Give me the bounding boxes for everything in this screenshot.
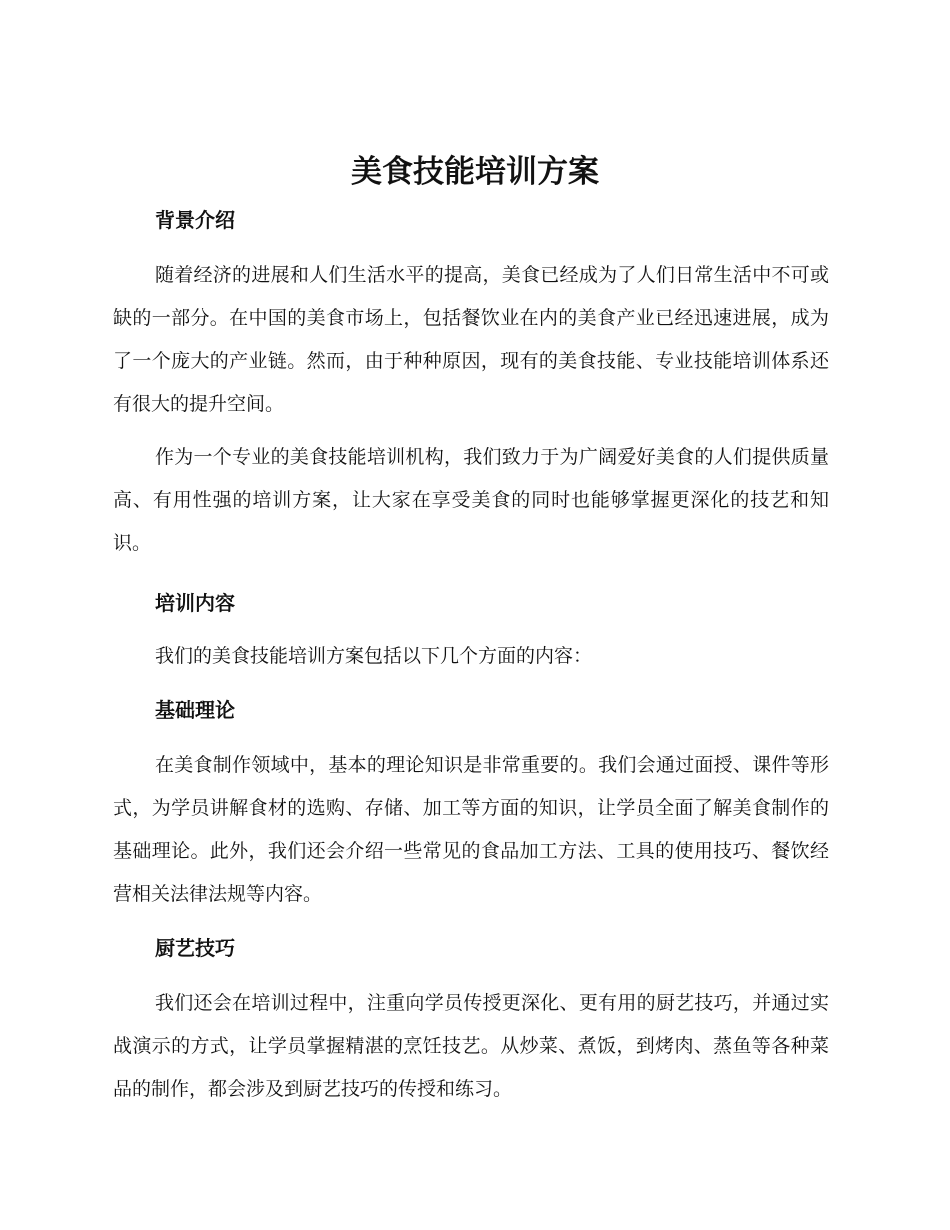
document-body (113, 200, 829, 1111)
paragraph-background-1: 随着经济的进展和人们生活水平的提高，美食已经成为了人们日常生活中不可或缺的一部分。在中国的美食市场上，包括餐饮业在内的美食产业已经迅速进展，成为了一个庞大的产业链。然而，由于种种原因，现有的美食技能、专业技能培训体系还有很大的提升空间。 (113, 264, 829, 415)
section-heading-basic-theory: 基础理论 (155, 698, 235, 722)
section-heading-cooking-skills: 厨艺技巧 (155, 936, 235, 960)
paragraph-training-content-intro: 我们的美食技能培训方案包括以下几个方面的内容： (155, 645, 593, 667)
document-title: 美食技能培训方案 (351, 154, 599, 190)
paragraph-basic-theory: 在美食制作领域中，基本的理论知识是非常重要的。我们会通过面授、课件等形式，为学员讲解食材的选购、存储、加工等方面的知识，让学员全面了解美食制作的基础理论。此外，我们还会介绍一些常见的食品加工方法、工具的使用技巧、餐饮经营相关法律法规等内容。 (113, 754, 829, 905)
section-heading-background: 背景介绍 (155, 208, 235, 232)
paragraph-cooking-skills: 我们还会在培训过程中，注重向学员传授更深化、更有用的厨艺技巧，并通过实战演示的方式，让学员掌握精湛的烹饪技艺。从炒菜、煮饭，到烤肉、蒸鱼等各种菜品的制作，都会涉及到厨艺技巧的传授和练习。 (113, 992, 829, 1100)
paragraph-background-2: 作为一个专业的美食技能培训机构，我们致力于为广阔爱好美食的人们提供质量高、有用性强的培训方案，让大家在享受美食的同时也能够掌握更深化的技艺和知识。 (113, 446, 829, 554)
section-heading-training-content: 培训内容 (155, 591, 235, 615)
